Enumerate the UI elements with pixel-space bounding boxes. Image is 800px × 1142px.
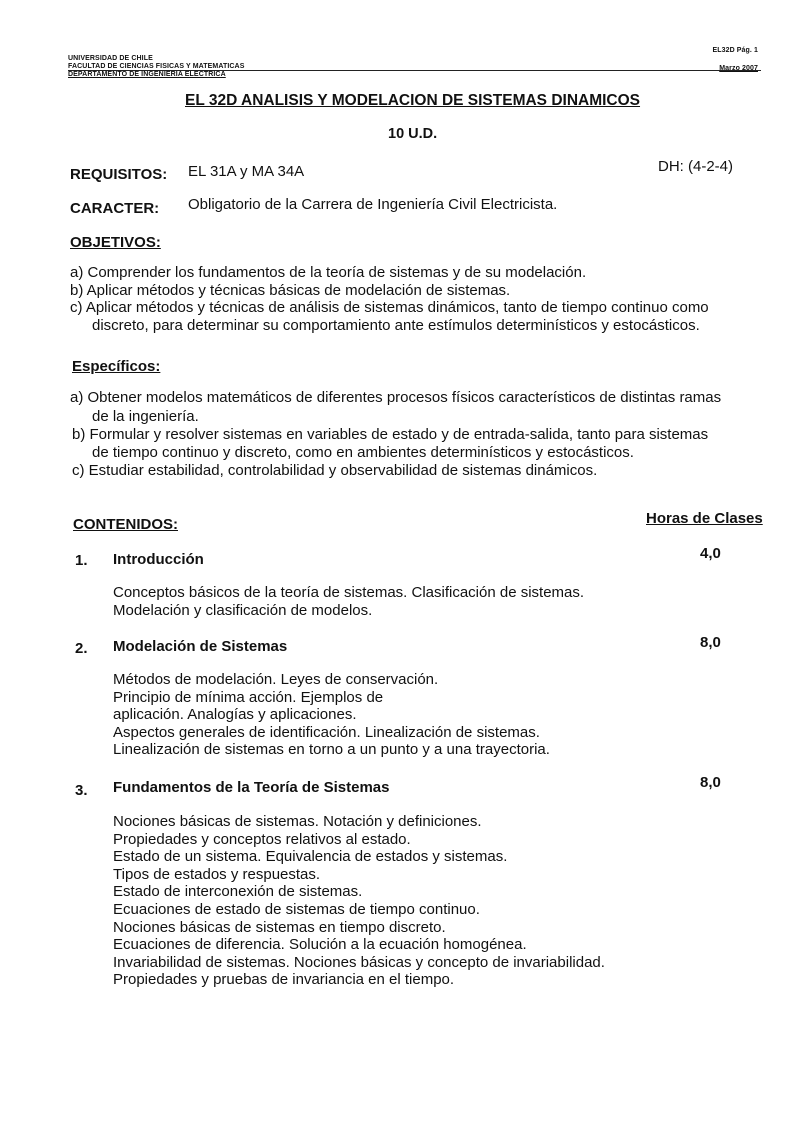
section-content (113, 813, 605, 989)
section-hours: 8,0 (700, 774, 721, 791)
university-name: UNIVERSIDAD DE CHILE (68, 55, 153, 62)
content-line: Nociones básicas de sistemas. Notación y definiciones. (113, 813, 482, 830)
content-line: Aspectos generales de identificación. Linealización de sistemas. (113, 723, 540, 741)
header-rule (68, 70, 761, 71)
requisitos-label: REQUISITOS: (70, 166, 168, 183)
content-line: Principio de mínima acción. Ejemplos de (113, 688, 384, 706)
contenidos-heading: CONTENIDOS: (73, 516, 178, 533)
content-line: Nociones básicas de sistemas en tiempo discreto. (113, 918, 446, 936)
content-line: Ecuaciones de diferencia. Solución a la ecuación homogénea. (113, 936, 527, 954)
section-hours: 4,0 (700, 545, 721, 562)
content-line: Conceptos básicos de la teoría de sistemas. Clasificación de sistemas. (113, 584, 585, 601)
section-title: Introducción (113, 551, 204, 568)
course-title: EL 32D ANALISIS Y MODELACION DE SISTEMAS DINAMICOS (185, 92, 641, 109)
dh-value: DH: (4-2-4) (658, 158, 734, 175)
caracter-label: CARACTER: (70, 200, 160, 217)
content-line: Linealización de sistemas en torno a un punto y a una trayectoria. (113, 741, 550, 759)
content-line: Tipos de estados y respuestas. (113, 865, 321, 883)
especifico-line: de la ingeniería. (92, 408, 199, 425)
content-line: Modelación y clasificación de modelos. (113, 601, 373, 619)
section-number: 2. (75, 640, 88, 657)
section-hours: 8,0 (700, 634, 721, 651)
content-line: aplicación. Analogías y aplicaciones. (113, 706, 357, 724)
especificos-heading: Específicos: (72, 358, 161, 375)
content-line: Ecuaciones de estado de sistemas de tiempo continuo. (113, 900, 480, 918)
content-line: Invariabilidad de sistemas. Nociones básicas y concepto de invariabilidad. (113, 953, 605, 971)
content-line: Propiedades y conceptos relativos al estado. (113, 830, 411, 848)
especifico-line: de tiempo continuo y discreto, como en ambientes determinísticos y estocásticos. (92, 444, 634, 461)
department-name: DEPARTAMENTO DE INGENIERIA ELECTRICA (68, 71, 226, 78)
section-number: 3. (75, 782, 88, 799)
course-units: 10 U.D. (388, 126, 438, 142)
section-number: 1. (75, 552, 88, 569)
faculty-name: FACULTAD DE CIENCIAS FISICAS Y MATEMATICAS (68, 63, 245, 70)
hours-heading: Horas de Clases (646, 510, 763, 527)
requisitos-value: EL 31A y MA 34A (188, 163, 305, 180)
content-line: Estado de un sistema. Equivalencia de estados y sistemas. (113, 848, 508, 866)
section-title: Fundamentos de la Teoría de Sistemas (113, 779, 390, 796)
content-line: Propiedades y pruebas de invariancia en el tiempo. (113, 971, 455, 989)
page-code: EL32D Pág. 1 (712, 47, 758, 54)
section-content (113, 584, 584, 619)
objetivos-heading: OBJETIVOS: (70, 234, 161, 251)
especifico-line: b) Formular y resolver sistemas en variables de estado y de entrada-salida, tanto para sistemas (72, 426, 709, 443)
content-line: Estado de interconexión de sistemas. (113, 883, 363, 901)
caracter-value: Obligatorio de la Carrera de Ingeniería Civil Electricista. (188, 196, 558, 213)
document-date: Marzo 2007 (719, 65, 758, 72)
content-line: Métodos de modelación. Leyes de conservación. (113, 671, 439, 688)
section-content (113, 671, 550, 759)
objetivo-item: a) Comprender los fundamentos de la teoría de sistemas y de su modelación. (70, 264, 587, 281)
section-title: Modelación de Sistemas (113, 638, 288, 655)
especifico-line: c) Estudiar estabilidad, controlabilidad y observabilidad de sistemas dinámicos. (72, 462, 598, 479)
especifico-line: a) Obtener modelos matemáticos de diferentes procesos físicos característicos de distintas ramas (70, 389, 722, 406)
objetivo-item-continuation: discreto, para determinar su comportamiento ante estímulos determinísticos y estocásticos. (92, 317, 700, 334)
objetivo-item: b) Aplicar métodos y técnicas básicas de modelación de sistemas. (70, 282, 511, 299)
objetivo-item: c) Aplicar métodos y técnicas de análisis de sistemas dinámicos, tanto de tiempo continuo como (70, 299, 709, 316)
